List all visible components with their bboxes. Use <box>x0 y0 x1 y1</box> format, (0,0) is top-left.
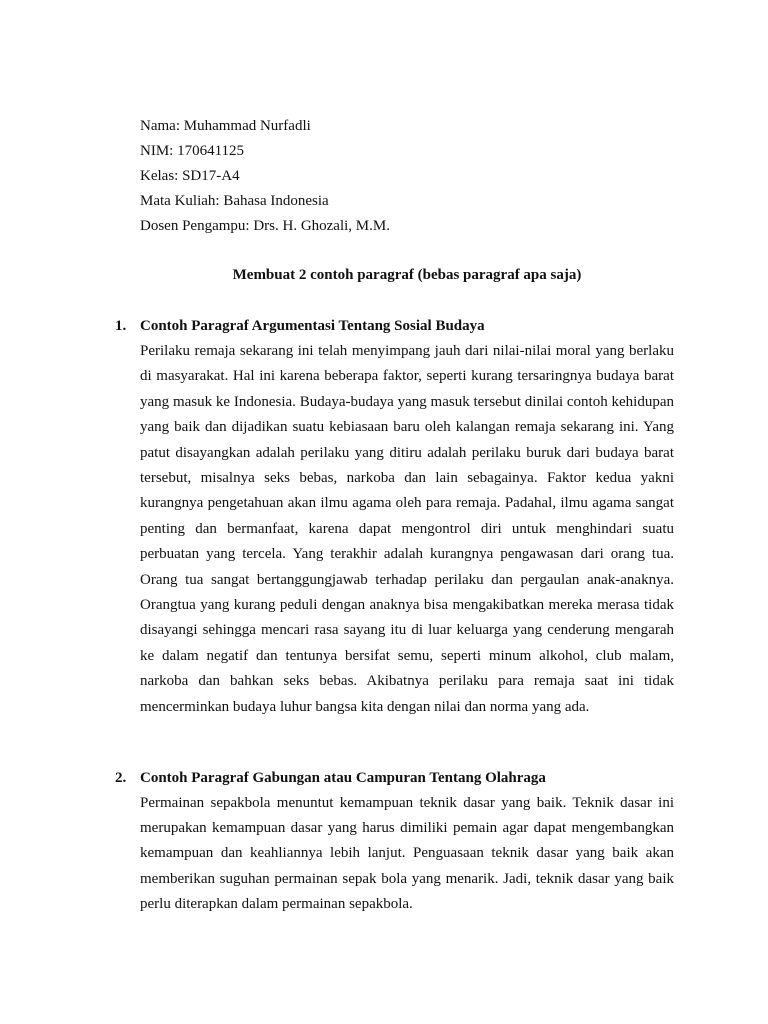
student-nim: NIM: 170641125 <box>140 143 245 159</box>
section-heading: Contoh Paragraf Gabungan atau Campuran Tentang Olahraga <box>140 770 546 786</box>
document-title: Membuat 2 contoh paragraf (bebas paragraf apa saja) <box>232 267 582 283</box>
student-name: Nama: Muhammad Nurfadli <box>140 118 311 134</box>
lecturer-name: Dosen Pengampu: Drs. H. Ghozali, M.M. <box>140 218 390 234</box>
course-name: Mata Kuliah: Bahasa Indonesia <box>140 193 329 209</box>
section-paragraph: Perilaku remaja sekarang ini telah menyimpang jauh dari nilai-nilai moral yang berlaku di masyarakat. Hal ini karena beberapa faktor, seperti kurang tersaringnya budaya barat yang masuk ke Indonesia. Budaya-budaya yang masuk tersebut dinilai contoh kehidupan yang baik dan dijadikan suatu kebiasaan baru oleh kalangan remaja sekarang ini. Yang patut disayangkan adalah perilaku yang ditiru adalah perilaku buruk dari budaya barat tersebut, misalnya seks bebas, narkoba dan lain sebagainya. Faktor kedua yakni kurangnya pengetahuan akan ilmu agama oleh para remaja. Padahal, ilmu agama sangat penting dan bermanfaat, karena dapat mengontrol diri untuk menghindari suatu perbuatan yang tercela. Yang terakhir adalah kurangnya pengawasan dari orang tua. Orang tua sangat bertanggungjawab terhadap perilaku dan pergaulan anak-anaknya. Orangtua yang kurang peduli dengan anaknya bisa mengakibatkan mereka merasa tidak disayangi sehingga mencari rasa sayang itu di luar keluarga yang cenderung mengarah ke dalam negatif dan tentunya bersifat semu, seperti minum alkohol, club malam, narkoba dan bahkan seks bebas. Akibatnya perilaku para remaja saat ini tidak mencerminkan budaya luhur bangsa kita dengan nilai dan norma yang ada. <box>140 343 674 715</box>
student-info <box>140 114 680 239</box>
section-argumentation <box>115 314 674 720</box>
section-number: 2. <box>115 770 127 786</box>
section-number: 1. <box>115 318 127 334</box>
section-paragraph: Permainan sepakbola menuntut kemampuan teknik dasar yang baik. Teknik dasar ini merupakan kemampuan dasar yang harus dimiliki pemain agar dapat mengembangkan kemampuan dan keahliannya lebih lanjut. Penguasaan teknik dasar yang baik akan memberikan suguhan permainan sepak bola yang menarik. Jadi, teknik dasar yang baik perlu diterapkan dalam permainan sepakbola. <box>140 795 674 912</box>
section-heading: Contoh Paragraf Argumentasi Tentang Sosial Budaya <box>140 318 485 334</box>
student-class: Kelas: SD17-A4 <box>140 168 240 184</box>
section-combination <box>115 766 674 917</box>
